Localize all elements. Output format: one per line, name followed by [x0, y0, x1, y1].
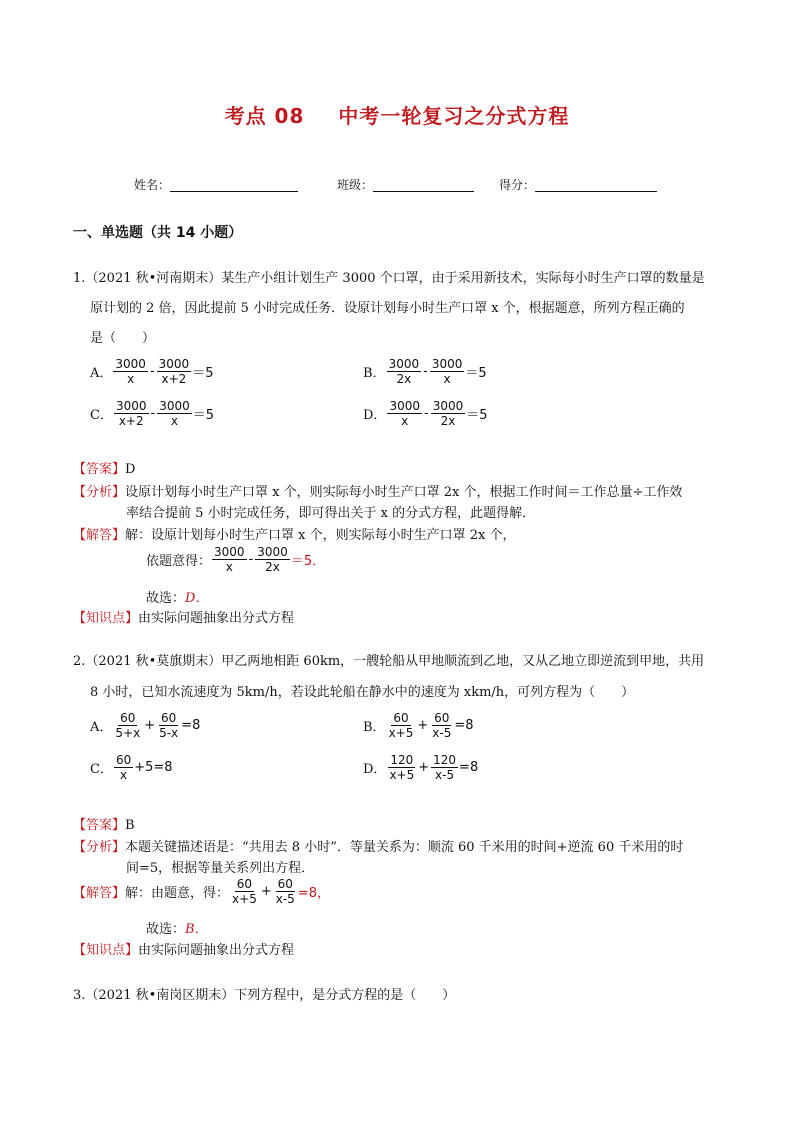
solution-tag: 【解答】: [73, 528, 126, 543]
q2-choose: [146, 918, 208, 937]
fraction: $\frac{3000}{x}$: [115, 357, 146, 386]
operator: -: [150, 406, 156, 421]
fraction: $\frac{60}{5+x}$: [115, 711, 141, 740]
q1-line3: 是（ ）: [90, 331, 156, 346]
name-underline[interactable]: [170, 179, 298, 192]
section-heading: 一、单选题（共 14 小题）: [73, 225, 243, 241]
operator: +: [418, 760, 430, 775]
title-part1: 考点 08: [224, 104, 305, 128]
option-label: C．: [90, 762, 113, 777]
option-label: B．: [363, 720, 386, 735]
q2-solution: [73, 877, 330, 906]
score-label: 得分：: [499, 178, 536, 192]
equation-rhs: =8: [454, 718, 474, 733]
equation-rhs: ＝5: [192, 366, 214, 381]
name-label: 姓名：: [134, 178, 171, 192]
equation-rhs: ＝5: [192, 408, 215, 423]
fraction: $\frac{3000}{x}$: [214, 545, 245, 574]
fraction: $\frac{3000}{2x}$: [388, 357, 420, 386]
equation-rhs: +5=8: [134, 760, 173, 775]
solution-line1: 解：设原计划每小时生产口罩 x 个，则实际每小时生产口罩 2x 个，: [125, 528, 516, 543]
q1-option-c[interactable]: [90, 399, 214, 428]
q2-line1: 2.（2021 秋•莫旗期末）甲乙两地相距 60km，一艘轮船从甲地顺流到乙地，又从乙地立即逆流到甲地，共用: [73, 654, 705, 669]
q1-solution: [73, 524, 515, 543]
score-underline[interactable]: [535, 179, 657, 192]
answer-value: B: [125, 818, 135, 833]
choose-prefix: 故选：: [146, 922, 186, 937]
answer-tag: 【答案】: [73, 818, 126, 833]
fraction: $\frac{60}{x+5}$: [388, 711, 414, 740]
solution-prefix: 解：由题意，得：: [125, 886, 230, 901]
option-label: B．: [363, 366, 386, 381]
analysis-tag: 【分析】: [73, 485, 126, 500]
option-label: C．: [90, 408, 113, 423]
option-label: D．: [363, 408, 387, 423]
fraction: $\frac{60}{x-5}$: [432, 711, 452, 740]
q2-option-a[interactable]: [90, 711, 200, 740]
q1-option-d[interactable]: [363, 399, 488, 428]
fraction: $\frac{120}{x-5}$: [433, 753, 457, 782]
choose-value: B．: [185, 922, 208, 937]
knowledge-tag: 【知识点】: [73, 943, 139, 958]
answer-tag: 【答案】: [73, 462, 126, 477]
operator: -: [423, 406, 429, 421]
q1-analysis-line2: 率结合提前 5 小时完成任务，即可得出关于 x 的分式方程，此题得解．: [126, 506, 536, 521]
option-label: A．: [90, 720, 113, 735]
fraction: $\frac{60}{5-x}$: [159, 711, 179, 740]
class-label: 班级：: [337, 178, 374, 192]
equation-rhs: =8，: [297, 886, 330, 901]
fraction: $\frac{60}{x}$: [115, 753, 132, 782]
equation-rhs: ＝5: [466, 408, 488, 423]
q1-choose: [146, 587, 208, 606]
q2-option-d[interactable]: [363, 753, 478, 782]
q2-knowledge: [73, 939, 294, 958]
q1-option-b[interactable]: [363, 357, 487, 386]
q2-analysis: [73, 836, 683, 855]
q2-option-b[interactable]: [363, 711, 474, 740]
equation-rhs: =8: [181, 718, 201, 733]
q1-line2: 原计划的 2 倍，因此提前 5 小时完成任务．设原计划每小时生产口罩 x 个，根据题意，所列方程正确的: [90, 301, 685, 316]
operator: +: [417, 718, 429, 733]
operator: -: [423, 364, 428, 379]
fraction: $\frac{3000}{x+2}$: [158, 357, 190, 386]
choose-prefix: 故选：: [146, 591, 186, 606]
q2-answer: [73, 814, 135, 833]
answer-value: D: [125, 462, 136, 477]
q2-option-c[interactable]: [90, 753, 173, 782]
q1-answer: [73, 458, 135, 477]
analysis-line1: 设原计划每小时生产口罩 x 个，则实际每小时生产口罩 2x 个，根据工作时间＝工作总量÷工作效: [125, 485, 683, 500]
class-underline[interactable]: [373, 179, 474, 192]
fraction: $\frac{120}{x+5}$: [389, 753, 415, 782]
q1-knowledge: [73, 607, 294, 626]
choose-value: D．: [185, 591, 209, 606]
equation-rhs: =8: [459, 760, 479, 775]
equation-rhs: ＝5．: [290, 554, 326, 569]
option-label: A．: [90, 366, 113, 381]
q1-analysis: [73, 481, 682, 500]
score-field[interactable]: [499, 176, 657, 193]
q3-line1: 3.（2021 秋•南岗区期末）下列方程中，是分式方程的是（ ）: [73, 988, 456, 1003]
fraction: $\frac{3000}{2x}$: [257, 545, 288, 574]
solution-tag: 【解答】: [73, 886, 126, 901]
equation-prefix: 依题意得：: [146, 554, 212, 569]
page-title: [0, 100, 794, 129]
analysis-line1: 本题关键描述语是：“共用去 8 小时”．等量关系为：顺流 60 千米用的时间+逆流 60 千米用的时: [125, 840, 684, 855]
operator: -: [248, 552, 254, 567]
title-part2: 中考一轮复习之分式方程: [338, 104, 570, 128]
fraction: $\frac{3000}{x}$: [431, 357, 463, 386]
fraction: $\frac{3000}{2x}$: [432, 399, 464, 428]
fraction: $\frac{3000}{x}$: [159, 399, 190, 428]
operator: +: [260, 884, 272, 899]
option-label: D．: [363, 762, 387, 777]
q2-line2: 8 小时，已知水流速度为 5km/h，若设此轮船在静水中的速度为 xkm/h，可列方程为（ ）: [90, 685, 635, 700]
name-field[interactable]: [134, 176, 298, 193]
fraction: $\frac{60}{x+5}$: [232, 877, 257, 906]
fraction: $\frac{60}{x-5}$: [275, 877, 295, 906]
class-field[interactable]: [337, 176, 474, 193]
q1-line1: 1.（2021 秋•河南期末）某生产小组计划生产 3000 个口罩，由于采用新技术，实际每小时生产口罩的数量是: [73, 271, 705, 286]
q1-solution-equation: [146, 545, 325, 574]
q1-option-a[interactable]: [90, 357, 213, 386]
fraction: $\frac{3000}{x}$: [389, 399, 420, 428]
operator: +: [144, 718, 156, 733]
equation-rhs: ＝5: [465, 366, 487, 381]
operator: -: [149, 364, 155, 379]
knowledge-point: 由实际问题抽象出分式方程: [138, 943, 295, 958]
q2-analysis-line2: 间=5，根据等量关系列出方程．: [126, 861, 315, 876]
analysis-tag: 【分析】: [73, 840, 126, 855]
knowledge-tag: 【知识点】: [73, 611, 139, 626]
fraction: $\frac{3000}{x+2}$: [115, 399, 147, 428]
knowledge-point: 由实际问题抽象出分式方程: [138, 611, 295, 626]
